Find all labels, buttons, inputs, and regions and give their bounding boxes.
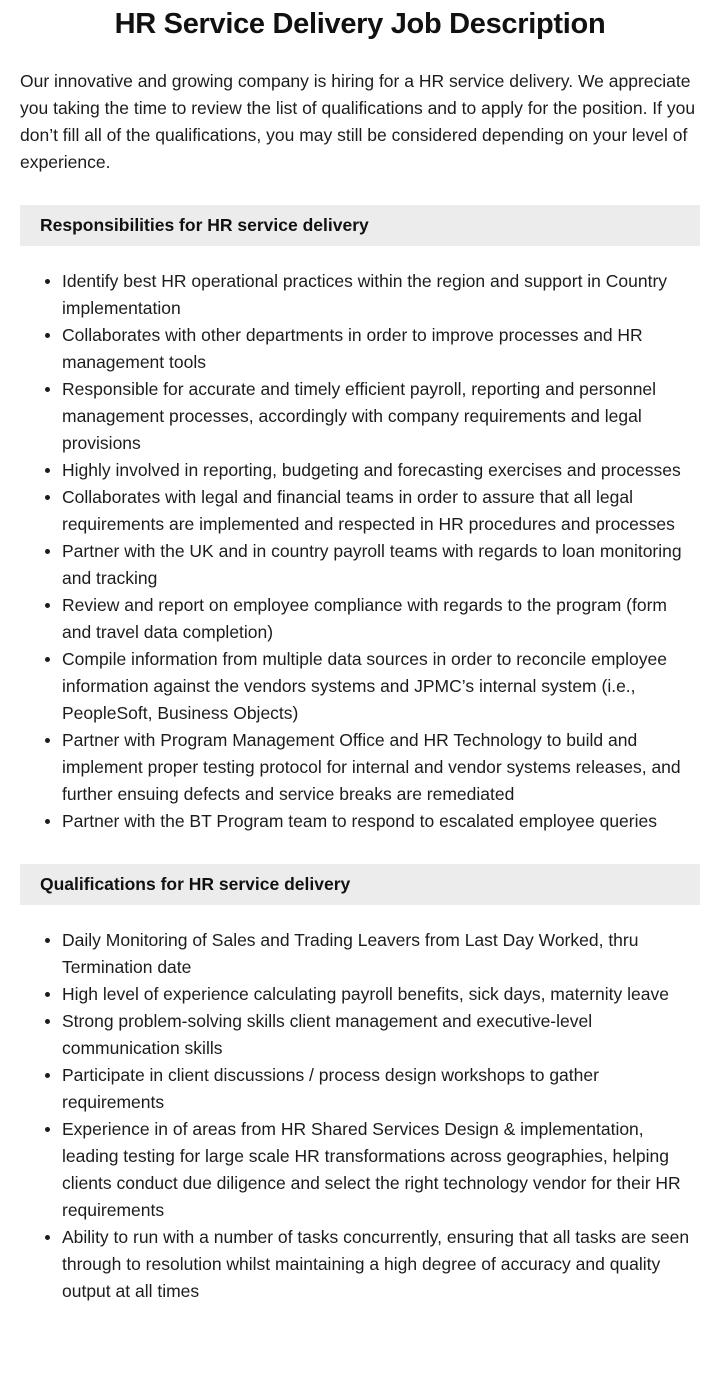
page-title: HR Service Delivery Job Description: [114, 8, 606, 40]
list-item: [62, 927, 700, 981]
list-item: [62, 592, 700, 646]
responsibilities-list: [20, 268, 700, 835]
bullet-icon: [45, 938, 50, 943]
list-item-text: Strong problem-solving skills client management and executive-level communication skills: [62, 1011, 593, 1058]
list-item: [62, 1224, 700, 1305]
list-item-text: Partner with the BT Program team to respond to escalated employee queries: [62, 811, 657, 831]
list-item: [62, 376, 700, 457]
list-item: [62, 727, 700, 808]
bullet-icon: [45, 657, 50, 662]
bullet-icon: [45, 387, 50, 392]
bullet-icon: [45, 333, 50, 338]
list-item-text: Collaborates with legal and financial teams in order to assure that all legal requirements are implemented and respected in HR procedures and processes: [62, 487, 675, 534]
bullet-icon: [45, 468, 50, 473]
list-item-text: Daily Monitoring of Sales and Trading Leavers from Last Day Worked, thru Termination date: [62, 930, 639, 977]
bullet-icon: [45, 1019, 50, 1024]
bullet-icon: [45, 603, 50, 608]
list-item: [62, 457, 700, 484]
list-item-text: Highly involved in reporting, budgeting and forecasting exercises and processes: [62, 460, 681, 480]
bullet-icon: [45, 279, 50, 284]
bullet-icon: [45, 992, 50, 997]
list-item: [62, 808, 700, 835]
qualifications-list: [20, 927, 700, 1305]
list-item: [62, 322, 700, 376]
list-item-text: Partner with the UK and in country payroll teams with regards to loan monitoring and tracking: [62, 541, 682, 588]
list-item-text: Experience in of areas from HR Shared Services Design & implementation, leading testing for large scale HR transformations across geographies, helping clients conduct due diligence and select the right technology vendor for their HR requirements: [62, 1119, 681, 1220]
list-item-text: Collaborates with other departments in order to improve processes and HR management tools: [62, 325, 643, 372]
list-item: [62, 538, 700, 592]
list-item-text: High level of experience calculating payroll benefits, sick days, maternity leave: [62, 984, 669, 1004]
list-item-text: Review and report on employee compliance with regards to the program (form and travel data completion): [62, 595, 668, 642]
list-item: [62, 1116, 700, 1224]
list-item: [62, 268, 700, 322]
list-item-text: Identify best HR operational practices within the region and support in Country implementation: [62, 271, 668, 318]
bullet-icon: [45, 819, 50, 824]
list-item-text: Responsible for accurate and timely efficient payroll, reporting and personnel management processes, accordingly with company requirements and legal provisions: [62, 379, 657, 453]
responsibilities-section-heading: Responsibilities for HR service delivery: [20, 205, 700, 246]
list-item: [62, 484, 700, 538]
list-item: [62, 1008, 700, 1062]
bullet-icon: [45, 549, 50, 554]
bullet-icon: [45, 495, 50, 500]
bullet-icon: [45, 1073, 50, 1078]
qualifications-section-heading: Qualifications for HR service delivery: [20, 864, 700, 905]
list-item-text: Participate in client discussions / process design workshops to gather requirements: [62, 1065, 599, 1112]
bullet-icon: [45, 1235, 50, 1240]
bullet-icon: [45, 1127, 50, 1132]
list-item-text: Ability to run with a number of tasks concurrently, ensuring that all tasks are seen through to resolution whilst maintaining a high degree of accuracy and quality output at all times: [62, 1227, 690, 1301]
list-item: [62, 981, 700, 1008]
bullet-icon: [45, 738, 50, 743]
list-item: [62, 1062, 700, 1116]
list-item-text: Compile information from multiple data sources in order to reconcile employee information against the vendors systems and JPMC’s internal system (i.e., PeopleSoft, Business Objects): [62, 649, 667, 723]
list-item-text: Partner with Program Management Office and HR Technology to build and implement proper testing protocol for internal and vendor systems releases, and further ensuing defects and service breaks are remediated: [62, 730, 681, 804]
list-item: [62, 646, 700, 727]
intro-paragraph: Our innovative and growing company is hiring for a HR service delivery. We appreciate you taking the time to review the list of qualifications and to apply for the position. If you don’t fill all of the qualifications, you may still be considered depending on your level of experience.: [20, 71, 696, 172]
